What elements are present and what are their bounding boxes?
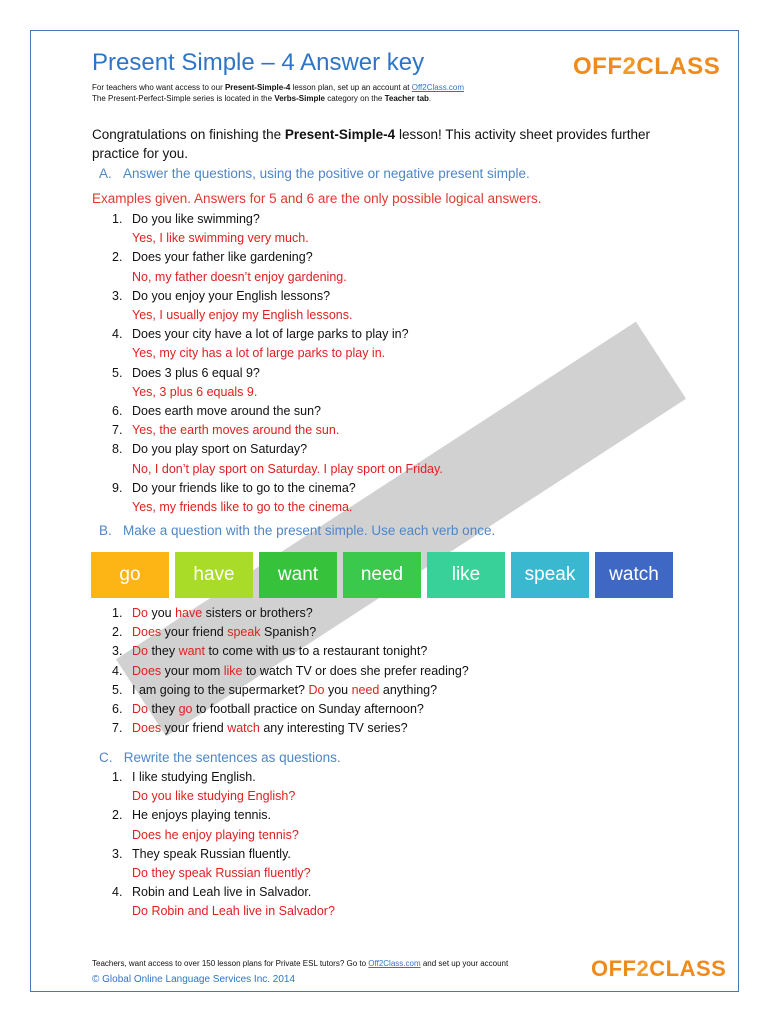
highlighted-word: need — [351, 682, 380, 697]
question-text: they — [147, 702, 179, 717]
answer-item — [92, 229, 443, 248]
question-text: to watch TV or does she prefer reading? — [242, 663, 469, 678]
question-text: Does 3 plus 6 equal 9? — [132, 365, 260, 380]
item-number: 5. — [112, 365, 123, 380]
intro-paragraph: Congratulations on finishing the Present-Simple-4 lesson! This activity sheet provides further practice for you. — [92, 127, 651, 161]
question-text: Does your city have a lot of large parks to play in? — [132, 327, 409, 342]
question-item — [92, 768, 335, 787]
highlighted-word: Do — [132, 606, 148, 620]
verb-tile-have: have — [175, 552, 253, 598]
question-item — [92, 440, 443, 459]
footer-text: Teachers, want access to over 150 lesson plans for Private ESL tutors? Go to Off2Class.com and set up your account — [92, 959, 509, 968]
question-text: your friend — [161, 625, 228, 640]
answer-item — [92, 902, 335, 921]
question-item — [92, 210, 443, 229]
highlighted-word: Does — [132, 663, 162, 678]
item-number: 7. — [112, 423, 123, 438]
question-item — [92, 325, 443, 344]
answer-item — [92, 421, 443, 440]
item-number: 5. — [112, 682, 123, 697]
off2class-logo: OFF2CLASS — [573, 53, 721, 80]
question-item — [92, 642, 469, 661]
highlighted-word: Do — [308, 682, 325, 697]
verb-tile-speak: speak — [511, 552, 589, 598]
answer-text: Yes, the earth moves around the sun. — [132, 423, 340, 438]
question-item — [92, 806, 335, 825]
question-item — [92, 845, 335, 864]
section-b-list — [92, 604, 469, 738]
verb-tile-want: want — [259, 552, 337, 598]
section-a-heading: A. Answer the questions, using the positive or negative present simple. — [99, 166, 530, 181]
highlighted-word: go — [178, 702, 193, 717]
worksheet-content — [31, 31, 738, 991]
question-item — [92, 681, 469, 700]
verb-tile-need: need — [343, 552, 421, 598]
question-text: Do you enjoy your English lessons? — [132, 288, 331, 303]
verb-tile-watch: watch — [595, 552, 673, 598]
verb-tile-like: like — [427, 552, 505, 598]
highlighted-word: speak — [227, 625, 261, 640]
answer-text: Yes, my friends like to go to the cinema. — [132, 500, 353, 515]
question-text: Does your father like gardening? — [132, 250, 313, 265]
question-text: you — [324, 682, 352, 697]
question-item — [92, 402, 443, 421]
footer-off2class-link[interactable]: Off2Class.com — [368, 959, 421, 968]
answer-item — [92, 344, 443, 363]
copyright: © Global Online Language Services Inc. 2014 — [92, 974, 296, 985]
highlighted-word: Does — [132, 625, 162, 640]
section-a-list — [92, 210, 443, 517]
question-item — [92, 364, 443, 383]
question-text: any interesting TV series? — [259, 721, 408, 736]
highlighted-word: watch — [227, 721, 260, 736]
highlighted-word: like — [223, 663, 243, 678]
off2class-logo-footer: OFF2CLASS — [591, 956, 727, 981]
answer-item — [92, 306, 443, 325]
item-number: 3. — [112, 288, 123, 303]
highlighted-word: Do — [132, 644, 148, 659]
question-text: Robin and Leah live in Salvador. — [132, 885, 312, 900]
question-text: I am going to the supermarket? — [132, 682, 309, 697]
section-b-heading: B. Make a question with the present simple. Use each verb once. — [99, 523, 496, 538]
item-number: 4. — [112, 885, 123, 900]
answer-item — [92, 268, 443, 287]
answer-item — [92, 787, 335, 806]
item-number: 6. — [112, 702, 123, 717]
question-item — [92, 623, 469, 642]
question-item — [92, 662, 469, 681]
question-text: to come with us to a restaurant tonight? — [204, 644, 428, 659]
highlighted-word: have — [175, 606, 203, 620]
answer-text: Does he enjoy playing tennis? — [132, 827, 299, 842]
highlighted-word: want — [178, 644, 205, 659]
item-number: 9. — [112, 480, 123, 495]
question-item — [92, 700, 469, 719]
answer-text: Do they speak Russian fluently? — [132, 866, 311, 881]
answer-item — [92, 864, 335, 883]
answer-text: Yes, I like swimming very much. — [132, 231, 309, 246]
highlighted-word: Does — [132, 721, 162, 736]
question-item — [92, 287, 443, 306]
item-number: 2. — [112, 625, 123, 640]
question-text: you — [147, 606, 176, 620]
question-text: Do you like swimming? — [132, 212, 260, 226]
answer-text: Yes, 3 plus 6 equals 9. — [132, 384, 258, 399]
item-number: 1. — [112, 212, 123, 226]
item-number: 7. — [112, 721, 123, 736]
verb-tile-go: go — [91, 552, 169, 598]
answer-item — [92, 826, 335, 845]
section-a-note: Examples given. Answers for 5 and 6 are the only possible logical answers. — [92, 191, 542, 206]
question-text: sisters or brothers? — [202, 606, 313, 620]
question-text: anything? — [379, 682, 438, 697]
item-number: 6. — [112, 404, 123, 419]
item-number: 1. — [112, 606, 123, 620]
item-number: 8. — [112, 442, 123, 457]
teacher-info-line-1: For teachers who want access to our Present-Simple-4 lesson plan, set up an account at Off2Class.com — [92, 83, 465, 92]
question-text: Do your friends like to go to the cinema? — [132, 480, 356, 495]
item-number: 3. — [112, 846, 123, 861]
question-text: They speak Russian fluently. — [132, 846, 291, 861]
question-text: your mom — [161, 663, 224, 678]
question-text: He enjoys playing tennis. — [132, 808, 271, 823]
question-text: to football practice on Sunday afternoon? — [192, 702, 424, 717]
question-item — [92, 604, 469, 623]
question-item — [92, 248, 443, 267]
item-number: 4. — [112, 663, 123, 678]
question-item — [92, 883, 335, 902]
answer-text: No, I don’t play sport on Saturday. I play sport on Friday. — [132, 461, 443, 476]
item-number: 1. — [112, 770, 123, 784]
off2class-link[interactable]: Off2Class.com — [411, 83, 465, 92]
question-text: your friend — [161, 721, 228, 736]
question-item — [92, 719, 469, 738]
section-c-list — [92, 768, 335, 922]
answer-item — [92, 460, 443, 479]
answer-text: No, my father doesn’t enjoy gardening. — [132, 269, 347, 284]
question-text: I like studying English. — [132, 770, 256, 784]
answer-text: Yes, my city has a lot of large parks to play in. — [132, 346, 386, 361]
answer-text: Do you like studying English? — [132, 789, 296, 804]
answer-text: Yes, I usually enjoy my English lessons. — [132, 308, 353, 323]
worksheet-page — [30, 30, 739, 992]
section-c-heading: C. Rewrite the sentences as questions. — [99, 750, 341, 765]
page-title: Present Simple – 4 Answer key — [92, 49, 425, 76]
question-text: Spanish? — [260, 625, 317, 640]
highlighted-word: Do — [132, 702, 148, 717]
question-text: they — [147, 644, 179, 659]
answer-item — [92, 498, 443, 517]
question-text: Do you play sport on Saturday? — [132, 442, 308, 457]
item-number: 2. — [112, 808, 123, 823]
question-item — [92, 479, 443, 498]
teacher-info-line-2: The Present-Perfect-Simple series is located in the Verbs-Simple category on the Teacher tab. — [92, 94, 432, 103]
answer-text: Do Robin and Leah live in Salvador? — [132, 904, 335, 919]
answer-item — [92, 383, 443, 402]
item-number: 3. — [112, 644, 123, 659]
item-number: 2. — [112, 250, 123, 265]
item-number: 4. — [112, 327, 123, 342]
question-text: Does earth move around the sun? — [132, 404, 322, 419]
